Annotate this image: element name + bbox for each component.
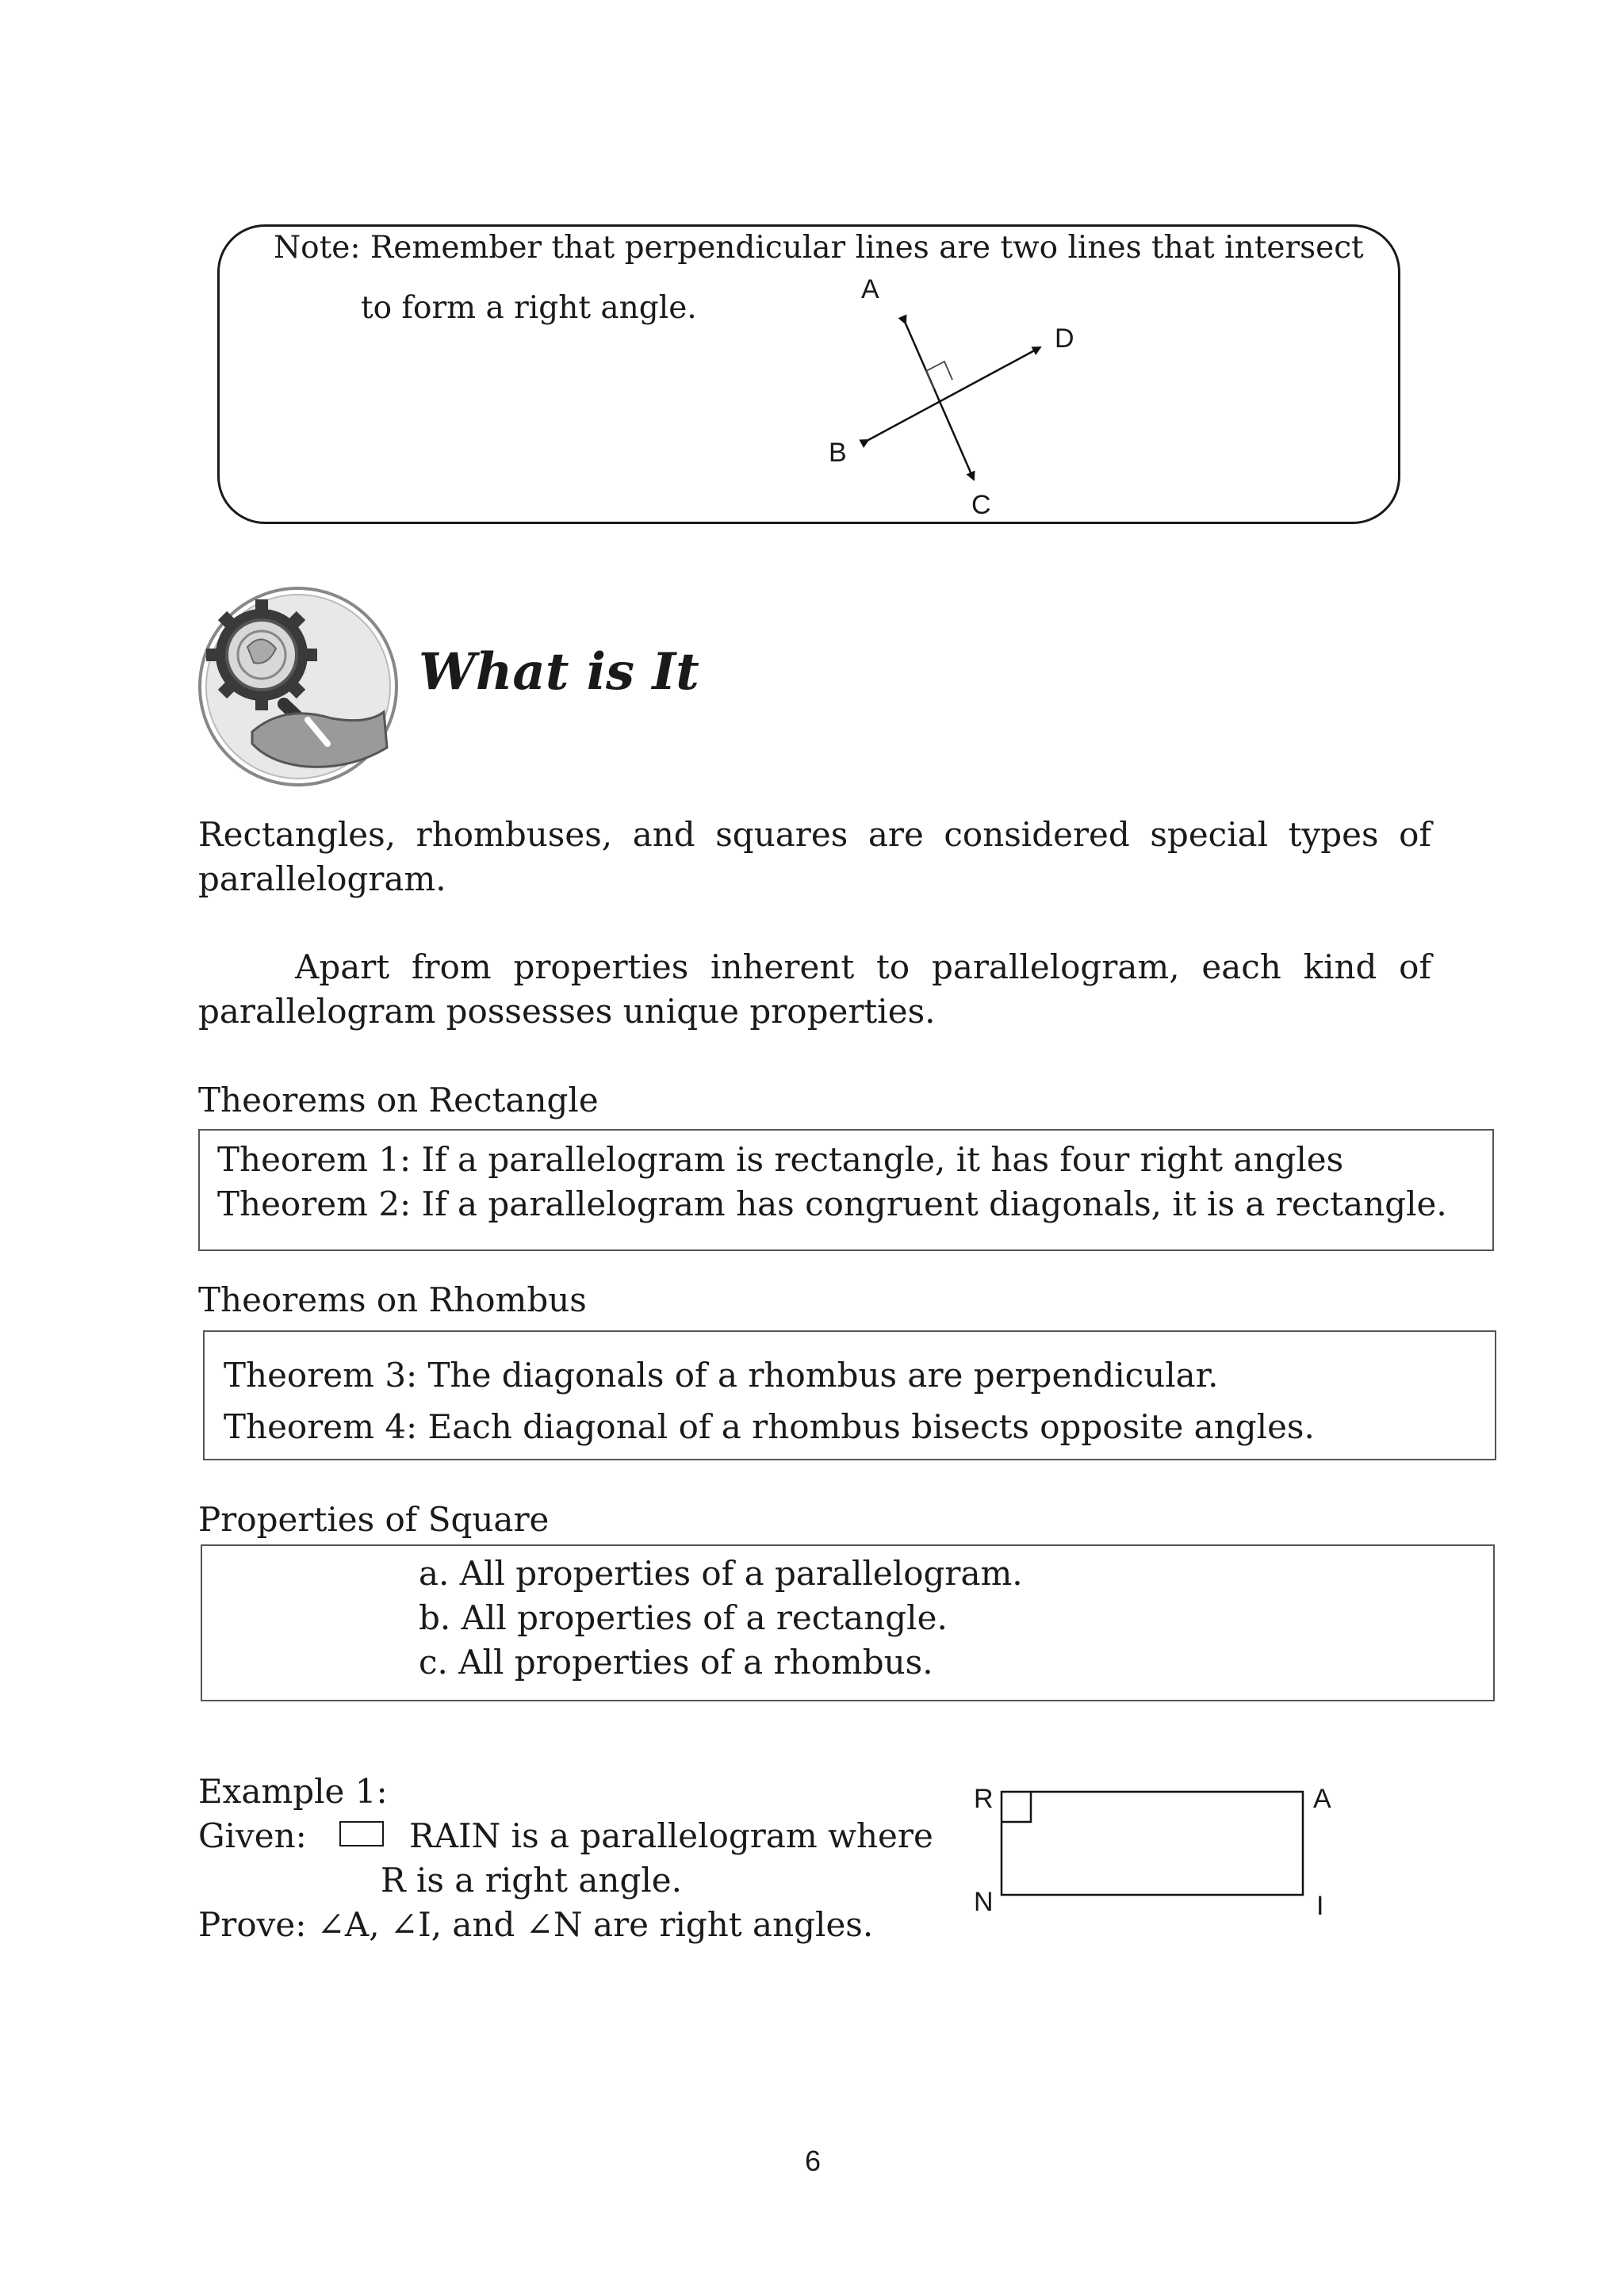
given-label: Given: bbox=[198, 1816, 307, 1855]
note-line-1: Note: Remember that perpendicular lines are two lines that intersect bbox=[274, 230, 1364, 266]
theorem-3: Theorem 3: The diagonals of a rhombus are perpendicular. bbox=[224, 1356, 1219, 1395]
label-a: A bbox=[861, 274, 879, 304]
theorem-4: Theorem 4: Each diagonal of a rhombus bisects opposite angles. bbox=[224, 1407, 1315, 1446]
rain-label-r: R bbox=[974, 1784, 994, 1814]
magnifying-glass-icon bbox=[197, 585, 400, 788]
given-text-2: R is a right angle. bbox=[381, 1861, 682, 1900]
square-property-b: b. All properties of a rectangle. bbox=[419, 1598, 948, 1637]
square-property-a: a. All properties of a parallelogram. bbox=[419, 1554, 1023, 1593]
section-title: What is It bbox=[419, 642, 699, 702]
intro-paragraph-1-line-1: Rectangles, rhombuses, and squares are considered special types of bbox=[198, 815, 1431, 854]
line-bd bbox=[868, 347, 1040, 440]
example-title: Example 1: bbox=[198, 1772, 388, 1811]
rain-label-i: I bbox=[1316, 1891, 1324, 1921]
parallelogram-symbol-icon bbox=[339, 1821, 384, 1846]
label-c: C bbox=[971, 490, 991, 520]
intro-paragraph-2-line-2: parallelogram possesses unique properties. bbox=[198, 992, 936, 1031]
rectangle-heading: Theorems on Rectangle bbox=[198, 1081, 599, 1119]
theorem-2: Theorem 2: If a parallelogram has congruent diagonals, it is a rectangle. bbox=[217, 1184, 1447, 1223]
perpendicular-lines-figure bbox=[825, 285, 1094, 492]
theorem-1: Theorem 1: If a parallelogram is rectangle, it has four right angles bbox=[217, 1140, 1344, 1179]
page-number: 6 bbox=[805, 2145, 822, 2177]
intro-paragraph-1-line-2: parallelogram. bbox=[198, 859, 446, 898]
rain-label-a: A bbox=[1313, 1784, 1331, 1814]
rhombus-heading: Theorems on Rhombus bbox=[198, 1280, 587, 1319]
rectangle-rain-figure bbox=[999, 1784, 1316, 1911]
note-line-2: to form a right angle. bbox=[361, 290, 697, 326]
rain-label-n: N bbox=[974, 1887, 994, 1917]
given-text: RAIN is a parallelogram where bbox=[409, 1816, 933, 1855]
intro-paragraph-2-line-1: Apart from properties inherent to parallelogram, each kind of bbox=[295, 947, 1431, 986]
right-angle-marker bbox=[926, 362, 952, 389]
label-d: D bbox=[1055, 323, 1074, 354]
square-heading: Properties of Square bbox=[198, 1500, 550, 1539]
label-b: B bbox=[829, 438, 847, 468]
prove-statement: Prove: ∠A, ∠I, and ∠N are right angles. bbox=[198, 1905, 874, 1944]
note-box bbox=[217, 224, 1400, 524]
square-property-c: c. All properties of a rhombus. bbox=[419, 1643, 933, 1682]
